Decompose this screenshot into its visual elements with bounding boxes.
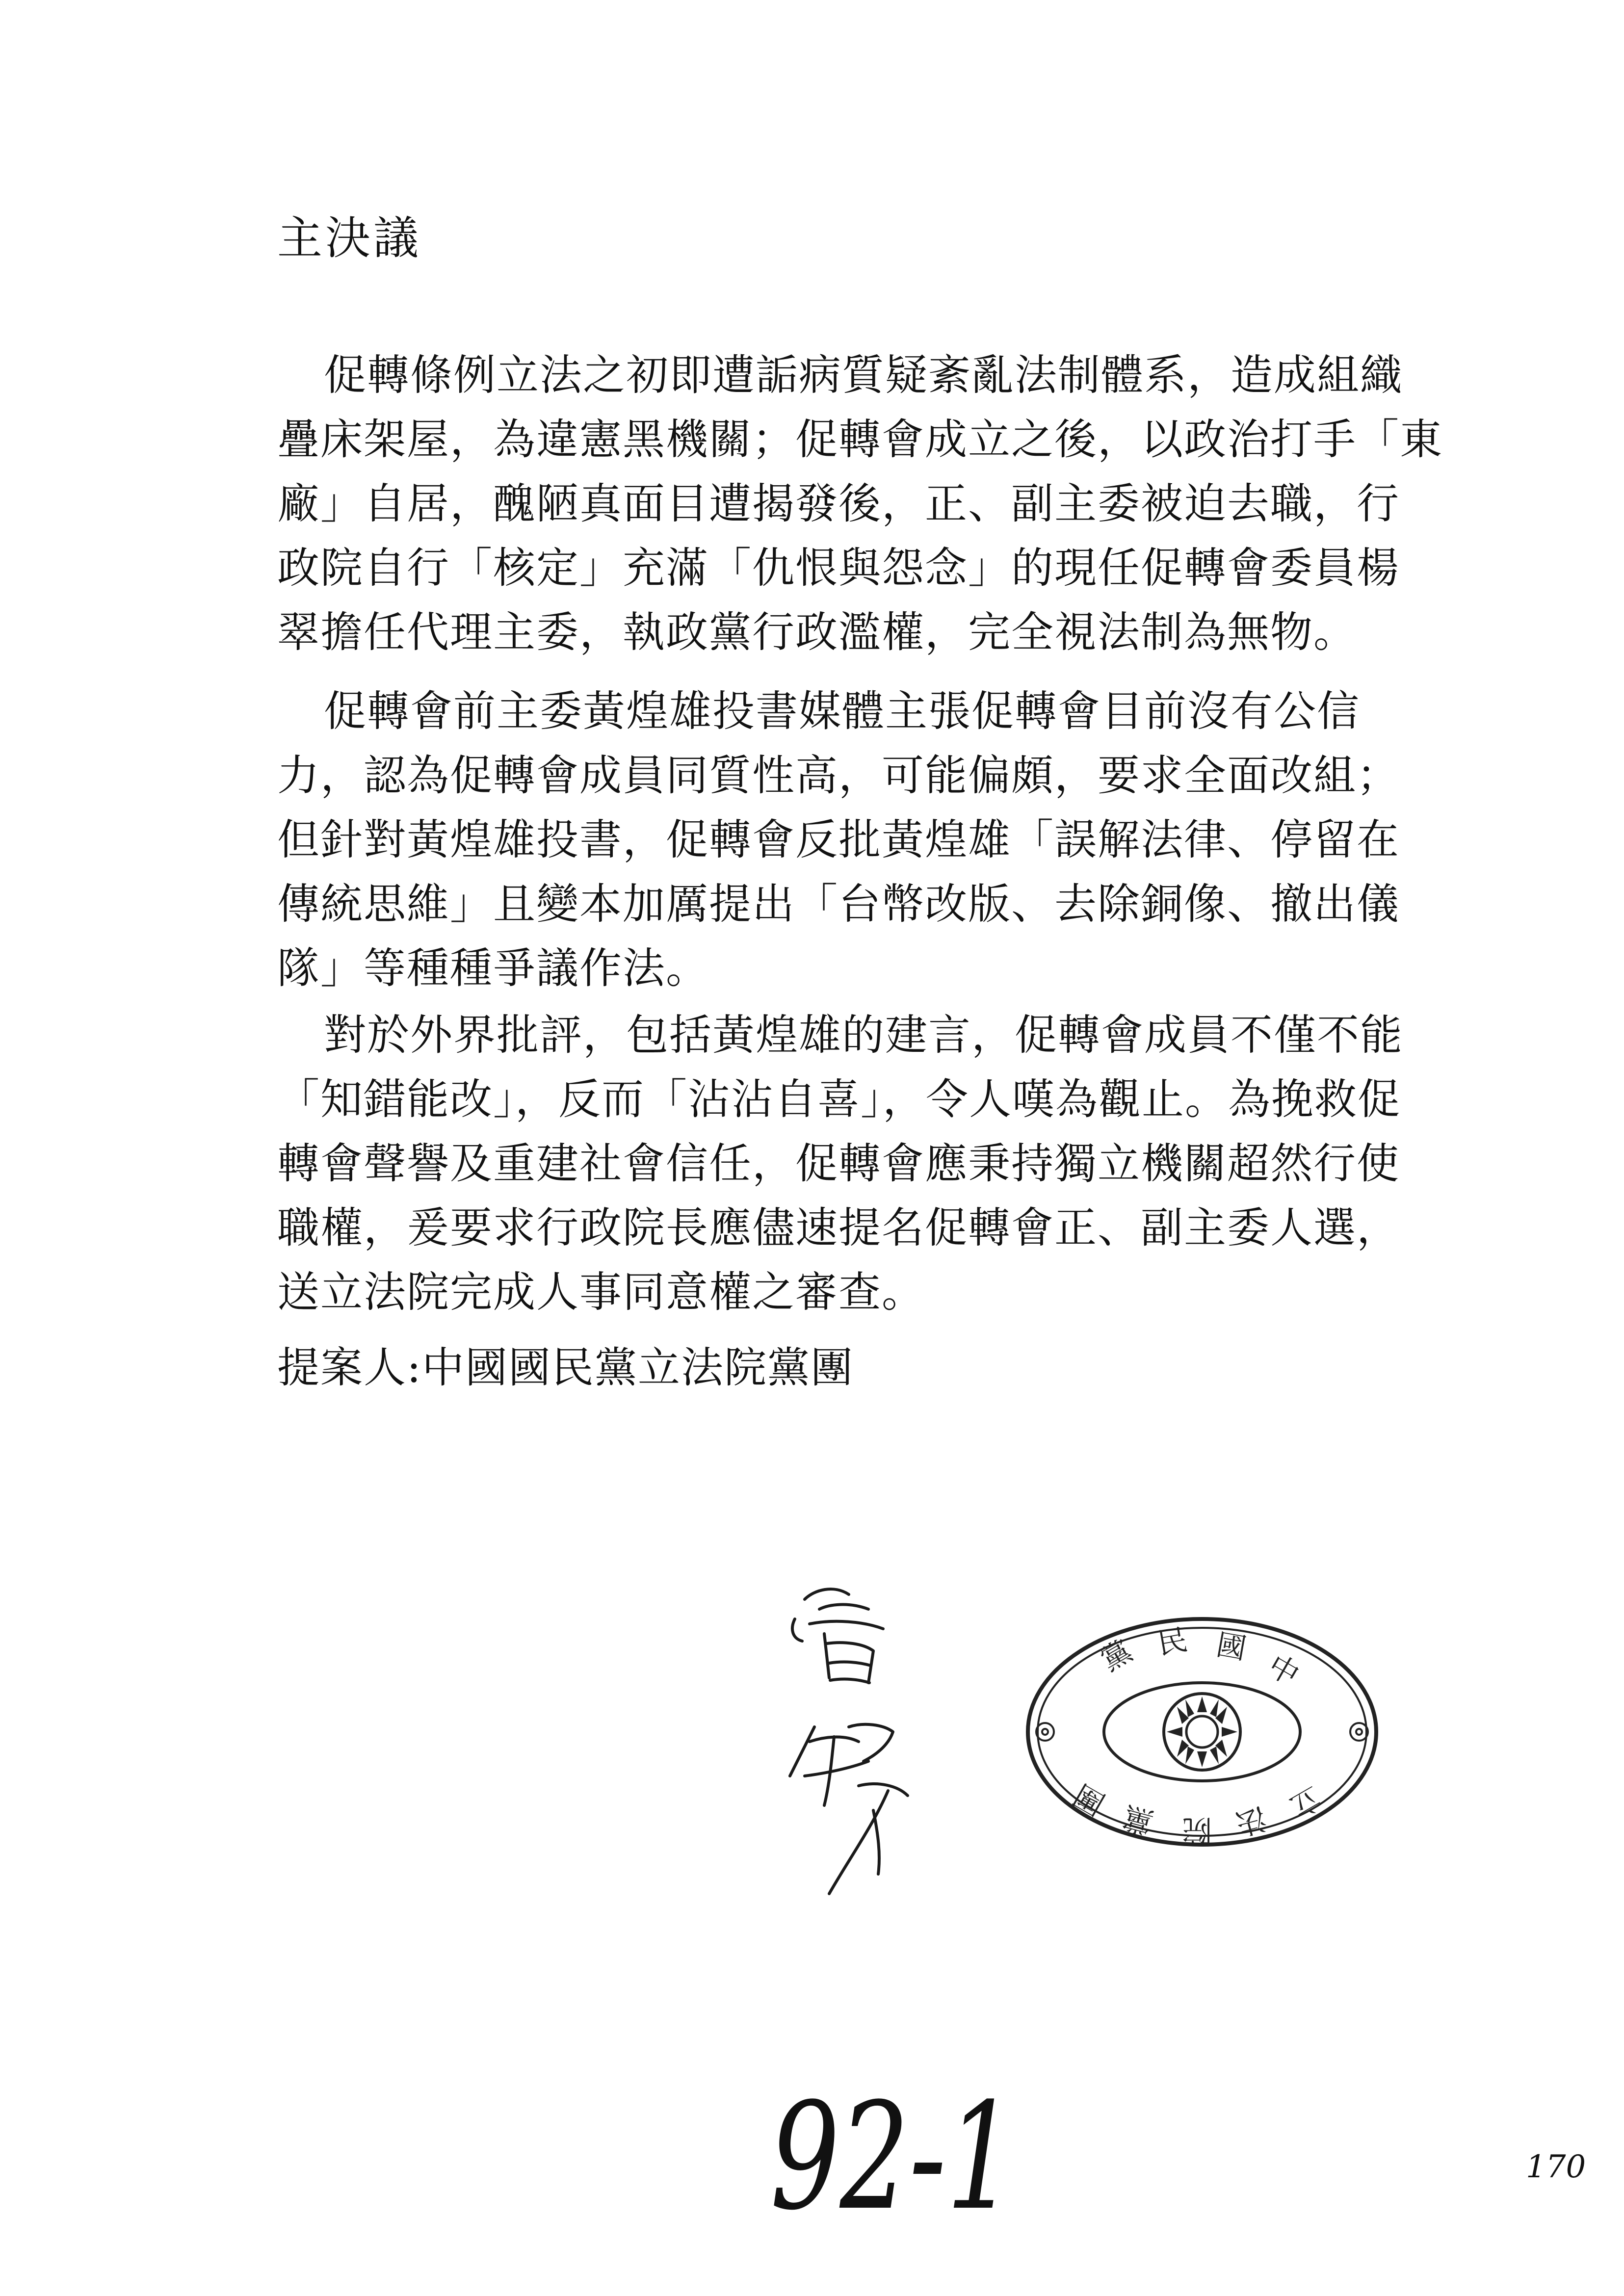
paragraph-line: 促轉會前主委黃煌雄投書媒體主張促轉會目前沒有公信 xyxy=(324,687,1360,736)
paragraph-line: 「知錯能改」，反而「沾沾自喜」，令人嘆為觀止。為挽救促 xyxy=(277,1075,1401,1124)
paragraph-3 xyxy=(277,1003,1406,1325)
seal-char: 法 xyxy=(1232,1800,1270,1841)
paragraph-line: 送立法院完成人事同意權之審查。 xyxy=(277,1268,925,1317)
paragraph-line: 轉會聲譽及重建社會信任，促轉會應秉持獨立機關超然行使 xyxy=(277,1139,1400,1188)
paragraph-line: 疊床架屋，為違憲黑機關；促轉會成立之後，以政治打手「東 xyxy=(277,415,1443,464)
paragraph-line: 但針對黃煌雄投書，促轉會反批黃煌雄「誤解法律、停留在 xyxy=(277,815,1400,864)
paragraph-line: 隊」等種種爭議作法。 xyxy=(277,944,709,993)
paragraph-line: 職權，爰要求行政院長應儘速提名促轉會正、副主委人選， xyxy=(277,1203,1400,1252)
official-seal xyxy=(1023,1614,1381,1850)
handwritten-signature xyxy=(775,1580,922,1923)
seal-char: 黨 xyxy=(1095,1633,1138,1678)
paragraph-line: 政院自行「核定」充滿「仇恨與怨念」的現任促轉會委員楊 xyxy=(277,544,1400,593)
seal-char: 民 xyxy=(1154,1622,1190,1662)
page-tag-text: 92-1 xyxy=(770,2071,1016,2243)
page-number: 170 xyxy=(1526,2149,1586,2185)
resolution-title: 主決議 xyxy=(277,212,422,264)
handwritten-page-tag xyxy=(765,2065,1021,2242)
paragraph-2 xyxy=(277,679,1406,1001)
seal-char: 國 xyxy=(1213,1627,1249,1667)
seal-char: 黨 xyxy=(1120,1799,1157,1840)
paragraph-line: 廠」自居，醜陋真面目遭揭發後，正、副主委被迫去職，行 xyxy=(277,479,1400,528)
seal-char: 立 xyxy=(1284,1779,1327,1824)
seal-char: 中 xyxy=(1262,1648,1305,1693)
paragraph-1 xyxy=(277,343,1443,665)
paragraph-line: 傳統思維」且變本加厲提出「台幣改版、去除銅像、撤出儀 xyxy=(277,880,1400,929)
proposer-line: 提案人:中國國民黨立法院黨團 xyxy=(277,1343,854,1392)
paragraph-line: 力，認為促轉會成員同質性高，可能偏頗，要求全面改組； xyxy=(277,751,1400,800)
paragraph-line: 翠擔任代理主委，執政黨行政濫權，完全視法制為無物。 xyxy=(277,608,1357,657)
seal-char: 團 xyxy=(1068,1777,1111,1822)
seal-char: 院 xyxy=(1182,1813,1212,1847)
paragraph-line: 對於外界批評，包括黃煌雄的建言，促轉會成員不僅不能 xyxy=(324,1011,1403,1060)
paragraph-line: 促轉條例立法之初即遭詬病質疑紊亂法制體系，造成組織 xyxy=(324,351,1403,400)
